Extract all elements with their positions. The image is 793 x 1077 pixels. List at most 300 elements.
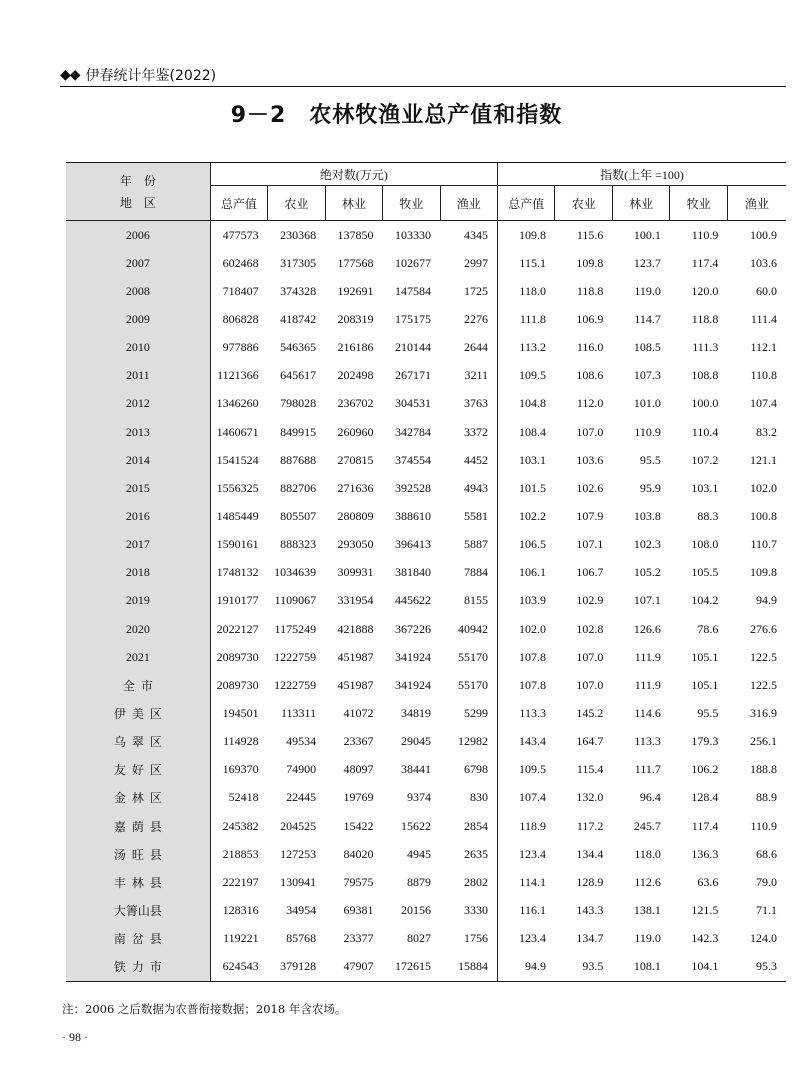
stub-header-region: 地 区 <box>119 195 156 210</box>
table-cell: 107.3 <box>633 368 661 383</box>
row-label: 2017 <box>66 531 210 559</box>
table-cell: 218853 <box>222 846 259 861</box>
table-cell: 177568 <box>337 255 374 270</box>
row-label: 2019 <box>66 587 210 615</box>
table-cell: 134.4 <box>576 846 604 861</box>
row-label: 2014 <box>66 446 210 474</box>
table-cell: 107.9 <box>576 508 604 523</box>
table-cell: 34954 <box>286 902 317 917</box>
table-cell: 276.6 <box>750 621 777 636</box>
row-label: 2010 <box>66 334 210 362</box>
table-cell: 15422 <box>343 818 374 833</box>
col-header-total: 总产值 <box>210 186 267 221</box>
row-label: 2015 <box>66 474 210 502</box>
table-cell: 175175 <box>395 311 431 326</box>
row-label: 2016 <box>66 502 210 530</box>
table-row <box>66 615 786 643</box>
table-cell: 2276 <box>464 311 489 326</box>
stub-header-year: 年 份 <box>119 173 156 188</box>
header-rule <box>60 86 786 87</box>
table-cell: 102677 <box>395 255 431 270</box>
table-cell: 1121366 <box>217 368 259 383</box>
col-header-agri: 农业 <box>268 186 325 221</box>
table-cell: 1460671 <box>216 424 259 439</box>
table-cell: 103.1 <box>498 446 555 474</box>
table-cell: 143.3 <box>576 902 604 917</box>
table-cell: 94.9 <box>498 953 555 982</box>
table-cell: 1034639 <box>274 565 317 580</box>
table-cell: 367226 <box>395 621 431 636</box>
table-cell: 110.4 <box>691 424 719 439</box>
table-cell: 123.7 <box>633 255 661 270</box>
table-cell: 418742 <box>280 311 317 326</box>
table-cell: 106.2 <box>691 762 719 777</box>
table-cell: 110.9 <box>750 818 777 833</box>
table-cell: 204525 <box>280 818 317 833</box>
table-cell: 84020 <box>343 846 374 861</box>
row-label: 全市 <box>66 671 210 699</box>
table-cell: 107.0 <box>576 424 604 439</box>
table-cell: 123.4 <box>498 925 555 953</box>
col-header-index-total: 总产值 <box>498 186 555 221</box>
table-cell: 317305 <box>280 255 317 270</box>
table-cell: 331954 <box>337 593 374 608</box>
table-cell: 116.1 <box>498 896 555 924</box>
table-cell: 798028 <box>280 396 317 411</box>
table-cell: 95.5 <box>697 705 719 720</box>
table-cell: 6798 <box>464 762 489 777</box>
table-cell: 106.9 <box>576 311 604 326</box>
table-cell: 113311 <box>280 705 317 720</box>
table-row <box>66 334 786 362</box>
table-cell: 830 <box>470 790 489 805</box>
table-row <box>66 390 786 418</box>
table-cell: 110.9 <box>691 227 719 242</box>
table-cell: 71.1 <box>756 902 777 917</box>
table-cell: 95.9 <box>639 480 661 495</box>
table-row <box>66 559 786 587</box>
table-cell: 3763 <box>464 396 489 411</box>
table-cell: 374554 <box>395 452 431 467</box>
table-cell: 270815 <box>337 452 374 467</box>
table-cell: 108.6 <box>576 368 604 383</box>
table-cell: 293050 <box>337 537 374 552</box>
table-cell: 110.9 <box>634 424 661 439</box>
table-cell: 108.1 <box>612 953 669 982</box>
table-row <box>66 784 786 812</box>
table-cell: 5581 <box>464 508 489 523</box>
table-cell: 109.8 <box>498 221 555 250</box>
table-cell: 142.3 <box>691 931 719 946</box>
table-cell: 40942 <box>458 621 489 636</box>
group-header-index: 指数(上年 =100) <box>498 163 786 186</box>
table-cell: 107.1 <box>633 593 661 608</box>
table-cell: 118.0 <box>498 277 555 305</box>
table-cell: 23377 <box>343 931 374 946</box>
table-cell: 2997 <box>464 255 489 270</box>
table-cell: 8879 <box>407 874 431 889</box>
table-cell: 108.0 <box>691 537 719 552</box>
table-cell: 100.9 <box>750 227 777 242</box>
table-cell: 341924 <box>395 649 431 664</box>
table-cell: 68.6 <box>756 846 777 861</box>
col-header-index-forest: 林业 <box>612 186 669 221</box>
table-cell: 48097 <box>343 762 374 777</box>
table-cell: 114.1 <box>498 868 555 896</box>
col-header-animal: 牧业 <box>383 186 440 221</box>
table-cell: 111.7 <box>634 762 661 777</box>
table-cell: 145.2 <box>576 705 604 720</box>
table-cell: 645617 <box>280 368 317 383</box>
table-cell: 3211 <box>464 368 489 383</box>
row-label: 南岔县 <box>66 925 210 953</box>
table-cell: 2644 <box>464 340 489 355</box>
table-cell: 392528 <box>395 480 431 495</box>
table-cell: 112.1 <box>750 340 777 355</box>
table-row <box>66 868 786 896</box>
table-cell: 236702 <box>337 396 374 411</box>
table-cell: 96.4 <box>639 790 661 805</box>
table-row <box>66 756 786 784</box>
table-cell: 106.5 <box>498 531 555 559</box>
table-cell: 1725 <box>464 283 489 298</box>
table-cell: 1756 <box>464 931 489 946</box>
row-label: 嘉荫县 <box>66 812 210 840</box>
table-cell: 216186 <box>337 340 374 355</box>
table-row <box>66 953 786 982</box>
table-cell: 106.7 <box>576 565 604 580</box>
table-cell: 123.4 <box>498 840 555 868</box>
table-cell: 132.0 <box>576 790 604 805</box>
table-cell: 34819 <box>401 705 431 720</box>
table-cell: 280809 <box>337 508 374 523</box>
table-cell: 110.8 <box>750 368 777 383</box>
table-cell: 164.7 <box>576 734 604 749</box>
table-cell: 1222759 <box>274 677 317 692</box>
table-cell: 271636 <box>337 480 374 495</box>
col-header-index-agri: 农业 <box>555 186 612 221</box>
table-cell: 977886 <box>222 340 259 355</box>
table-cell: 147584 <box>395 283 431 298</box>
table-cell: 119.0 <box>634 283 661 298</box>
stub-header <box>66 163 210 221</box>
table-cell: 121.1 <box>750 452 777 467</box>
table-cell: 5299 <box>464 705 489 720</box>
table-cell: 388610 <box>395 508 431 523</box>
table-cell: 188.8 <box>750 762 777 777</box>
row-label: 2020 <box>66 615 210 643</box>
col-header-fish: 渔业 <box>440 186 498 221</box>
page-number: · 98 · <box>62 1030 88 1044</box>
table-cell: 88.3 <box>697 508 719 523</box>
table-cell: 111.3 <box>692 340 719 355</box>
row-label: 2009 <box>66 305 210 333</box>
row-label: 友好区 <box>66 756 210 784</box>
table-cell: 4452 <box>464 452 489 467</box>
table-cell: 115.4 <box>576 762 604 777</box>
table-cell: 117.4 <box>691 818 719 833</box>
table-cell: 101.0 <box>633 396 661 411</box>
table-cell: 103.6 <box>750 255 777 270</box>
table-cell: 107.8 <box>498 671 555 699</box>
table-cell: 208319 <box>337 311 374 326</box>
table-cell: 451987 <box>337 677 374 692</box>
table-cell: 105.2 <box>633 565 661 580</box>
table-cell: 2089730 <box>216 649 259 664</box>
col-header-index-fish: 渔业 <box>727 186 786 221</box>
table-cell: 1109067 <box>274 593 317 608</box>
table-cell: 3330 <box>464 902 489 917</box>
table-cell: 4345 <box>464 227 489 242</box>
table-cell: 102.6 <box>576 480 604 495</box>
table-cell: 111.4 <box>750 311 777 326</box>
table-cell: 103330 <box>395 227 431 242</box>
table-cell: 107.0 <box>576 677 604 692</box>
table-cell: 267171 <box>395 368 431 383</box>
table-cell: 202498 <box>337 368 374 383</box>
table-row <box>66 305 786 333</box>
table-cell: 304531 <box>395 396 431 411</box>
table-cell: 381840 <box>395 565 431 580</box>
table-cell: 230368 <box>280 227 317 242</box>
table-cell: 245382 <box>222 818 259 833</box>
table-cell: 102.2 <box>498 502 555 530</box>
table-cell: 63.6 <box>697 874 719 889</box>
table-cell: 93.5 <box>555 953 612 982</box>
table-cell: 3372 <box>464 424 489 439</box>
table-row <box>66 671 786 699</box>
table-cell: 128316 <box>222 902 259 917</box>
table-cell: 107.8 <box>498 643 555 671</box>
table-cell: 5887 <box>464 537 489 552</box>
table-cell: 20156 <box>401 902 431 917</box>
table-cell: 169370 <box>222 762 259 777</box>
row-label: 2011 <box>66 362 210 390</box>
table-row <box>66 502 786 530</box>
table-cell: 116.0 <box>576 340 604 355</box>
table-cell: 118.9 <box>498 812 555 840</box>
table-cell: 79.0 <box>756 874 777 889</box>
table-cell: 41072 <box>343 705 374 720</box>
table-cell: 8155 <box>464 593 489 608</box>
table-cell: 23367 <box>343 734 374 749</box>
table-cell: 104.8 <box>498 390 555 418</box>
table-row <box>66 896 786 924</box>
table-cell: 22445 <box>286 790 317 805</box>
table-cell: 102.3 <box>633 537 661 552</box>
table-cell: 79575 <box>343 874 374 889</box>
table-cell: 111.8 <box>498 305 555 333</box>
table-cell: 260960 <box>337 424 374 439</box>
table-cell: 849915 <box>280 424 317 439</box>
table-cell: 316.9 <box>750 705 777 720</box>
table-row <box>66 699 786 727</box>
table-cell: 121.5 <box>691 902 719 917</box>
table-cell: 83.2 <box>756 424 777 439</box>
table-cell: 108.5 <box>633 340 661 355</box>
table-cell: 109.8 <box>750 565 777 580</box>
table-cell: 120.0 <box>691 283 719 298</box>
table-cell: 103.9 <box>498 587 555 615</box>
table-cell: 887688 <box>280 452 317 467</box>
table-cell: 107.4 <box>750 396 777 411</box>
table-cell: 134.7 <box>576 931 604 946</box>
table-cell: 882706 <box>280 480 317 495</box>
table-cell: 95.3 <box>727 953 786 982</box>
row-label: 大箐山县 <box>66 896 210 924</box>
table-cell: 2802 <box>464 874 489 889</box>
table-cell: 451987 <box>337 649 374 664</box>
table-cell: 15622 <box>401 818 431 833</box>
diamond-icon: ◆◆ <box>60 67 80 83</box>
table-cell: 115.6 <box>576 227 604 242</box>
table-cell: 112.6 <box>634 874 661 889</box>
table-cell: 109.8 <box>576 255 604 270</box>
table-cell: 108.4 <box>498 418 555 446</box>
table-cell: 245.7 <box>633 818 661 833</box>
table-cell: 546365 <box>280 340 317 355</box>
table-cell: 172615 <box>383 953 440 982</box>
table-row <box>66 643 786 671</box>
table-cell: 624543 <box>210 953 267 982</box>
table-cell: 55170 <box>458 677 489 692</box>
table-cell: 4943 <box>464 480 489 495</box>
table-cell: 103.1 <box>691 480 719 495</box>
table-cell: 1175249 <box>274 621 317 636</box>
table-cell: 52418 <box>228 790 259 805</box>
table-cell: 602468 <box>222 255 259 270</box>
table-cell: 396413 <box>395 537 431 552</box>
table-cell: 55170 <box>458 649 489 664</box>
table-cell: 107.4 <box>498 784 555 812</box>
table-cell: 38441 <box>401 762 431 777</box>
table-cell: 74900 <box>286 762 317 777</box>
table-cell: 1748132 <box>216 565 259 580</box>
table-cell: 114928 <box>223 734 259 749</box>
table-cell: 122.5 <box>750 677 777 692</box>
table-row <box>66 418 786 446</box>
table-cell: 341924 <box>395 677 431 692</box>
table-cell: 128.9 <box>576 874 604 889</box>
row-label: 2018 <box>66 559 210 587</box>
table-cell: 122.5 <box>750 649 777 664</box>
table-cell: 104.1 <box>670 953 727 982</box>
table-cell: 256.1 <box>750 734 777 749</box>
table-cell: 9374 <box>407 790 431 805</box>
row-label: 汤旺县 <box>66 840 210 868</box>
table-cell: 117.4 <box>691 255 719 270</box>
table-cell: 210144 <box>395 340 431 355</box>
row-label: 2008 <box>66 277 210 305</box>
table-row <box>66 362 786 390</box>
table-cell: 806828 <box>222 311 259 326</box>
table-cell: 118.8 <box>691 311 719 326</box>
table-cell: 101.5 <box>498 474 555 502</box>
table-row <box>66 728 786 756</box>
table-cell: 805507 <box>280 508 317 523</box>
table-body <box>66 221 786 982</box>
output-value-table <box>66 163 786 982</box>
table-row <box>66 840 786 868</box>
table-cell: 128.4 <box>691 790 719 805</box>
table-cell: 88.9 <box>756 790 777 805</box>
table-cell: 114.6 <box>634 705 661 720</box>
table-cell: 29045 <box>401 734 431 749</box>
table-cell: 110.7 <box>750 537 777 552</box>
table-cell: 379128 <box>268 953 325 982</box>
table-cell: 1556325 <box>216 480 259 495</box>
row-label: 金林区 <box>66 784 210 812</box>
row-label: 2013 <box>66 418 210 446</box>
table-cell: 309931 <box>337 565 374 580</box>
table-cell: 102.9 <box>576 593 604 608</box>
table-cell: 94.9 <box>756 593 777 608</box>
table-cell: 60.0 <box>756 283 777 298</box>
table-cell: 119.0 <box>634 931 661 946</box>
table-cell: 421888 <box>337 621 374 636</box>
table-cell: 107.1 <box>576 537 604 552</box>
table-cell: 107.0 <box>576 649 604 664</box>
table-cell: 15884 <box>440 953 498 982</box>
table-cell: 104.2 <box>691 593 719 608</box>
table-cell: 69381 <box>343 902 374 917</box>
table-cell: 137850 <box>337 227 374 242</box>
col-header-forest: 林业 <box>325 186 382 221</box>
table-cell: 112.0 <box>576 396 604 411</box>
table-cell: 117.2 <box>576 818 604 833</box>
table-cell: 127253 <box>280 846 317 861</box>
table-cell: 8027 <box>407 931 431 946</box>
table-row <box>66 277 786 305</box>
yearbook-title: 伊春统计年鉴(2022) <box>85 68 217 84</box>
table-cell: 113.2 <box>498 334 555 362</box>
table-cell: 47907 <box>325 953 382 982</box>
table-row <box>66 587 786 615</box>
row-label: 铁力市 <box>66 953 210 982</box>
table-cell: 126.6 <box>633 621 661 636</box>
table-cell: 1485449 <box>216 508 259 523</box>
table-cell: 1541524 <box>216 452 259 467</box>
table-cell: 114.7 <box>634 311 661 326</box>
table-cell: 102.0 <box>750 480 777 495</box>
table-cell: 19769 <box>343 790 374 805</box>
table-cell: 12982 <box>458 734 489 749</box>
table-cell: 374328 <box>280 283 317 298</box>
table-cell: 194501 <box>222 705 259 720</box>
row-label: 2007 <box>66 249 210 277</box>
table-cell: 136.3 <box>691 846 719 861</box>
table-cell: 445622 <box>395 593 431 608</box>
table-cell: 192691 <box>337 283 374 298</box>
table-cell: 105.1 <box>691 649 719 664</box>
table-cell: 118.8 <box>576 283 604 298</box>
table-cell: 100.8 <box>750 508 777 523</box>
table-cell: 342784 <box>395 424 431 439</box>
table-row <box>66 221 786 250</box>
table-note: 注：2006 之后数据为农普衔接数据；2018 年含农场。 <box>62 1002 347 1016</box>
table-cell: 78.6 <box>697 621 719 636</box>
table-cell: 49534 <box>286 734 317 749</box>
table-cell: 222197 <box>222 874 259 889</box>
table-row <box>66 925 786 953</box>
table-cell: 111.9 <box>634 677 661 692</box>
table-cell: 105.1 <box>691 677 719 692</box>
table-cell: 119221 <box>223 931 259 946</box>
table-cell: 107.2 <box>691 452 719 467</box>
table-cell: 106.1 <box>498 559 555 587</box>
col-header-index-animal: 牧业 <box>670 186 727 221</box>
table-cell: 2022127 <box>216 621 259 636</box>
